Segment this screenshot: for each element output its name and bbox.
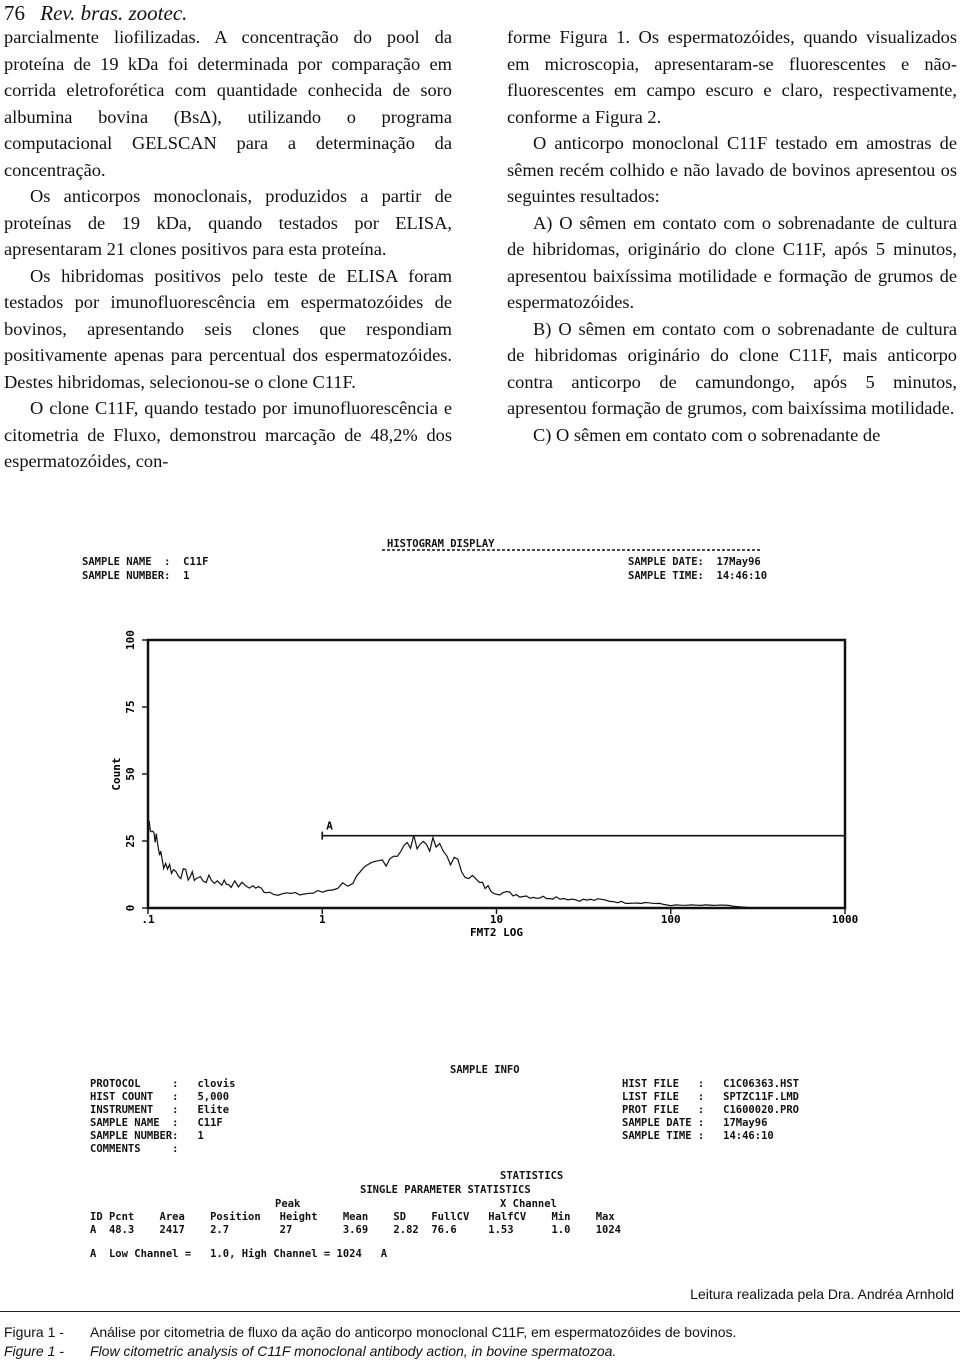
caption-key: Figura 1 -: [4, 1324, 64, 1340]
x-tick-label: 1000: [831, 913, 859, 926]
info-line: HIST FILE : C1C06363.HST: [622, 1078, 800, 1090]
info-line: SAMPLE TIME : 14:46:10: [622, 1130, 774, 1142]
info-line: SAMPLE NUMBER: 1: [90, 1130, 204, 1142]
region-label: A: [326, 819, 333, 833]
info-line: HIST COUNT : 5,000: [90, 1091, 230, 1103]
paragraph: Os anticorpos monoclonais, produzidos a partir de proteínas de 19 kDa, quando testados por ELISA, apresentaram 21 clones positivos para esta proteína.: [4, 186, 452, 259]
paragraph: O anticorpo monoclonal C11F testado em amostras de sêmen recém colhido e não lavado de bovinos apresentou os seguintes resultados:: [507, 133, 957, 206]
page-number: 76: [4, 1, 25, 25]
paragraph: O clone C11F, quando testado por imunofluorescência e citometria de Fluxo, demonstrou marcação de 48,2% dos espermatozóides, con-: [4, 398, 452, 471]
x-tick-label: 10: [489, 913, 504, 926]
right-text-column: [507, 24, 957, 448]
peak-header: Peak: [275, 1198, 301, 1210]
credit-line: Leitura realizada pela Dra. Andréa Arnhold: [690, 1286, 954, 1302]
plot-frame: [148, 640, 845, 908]
paragraph: Os hibridomas positivos pelo teste de ELISA foram testados por imunofluorescência em espermatozóides de bovinos, apresentando seis clones que respondiam positivamente apenas para percentual dos espermatozóides. Destes hibridomas, selecionou-se o clone C11F.: [4, 265, 452, 392]
running-header: [4, 0, 187, 26]
y-tick-label: 0: [124, 904, 137, 912]
y-axis-label: Count: [110, 757, 123, 791]
y-tick-label: 100: [124, 630, 137, 650]
statistics-printout: [60, 1058, 860, 1288]
paragraph: forme Figura 1. Os espermatozóides, quando visualizados em microscopia, apresentaram-se fluorescentes e não-fluorescentes em campo escuro e claro, respectivamente, conforme a Figura 2.: [507, 27, 957, 127]
sample-info-title: SAMPLE INFO: [450, 1064, 520, 1076]
figure-caption-pt: [4, 1324, 736, 1340]
stats-column-values: A 48.3 2417 2.7 27 3.69 2.82 76.6 1.53 1.0 1024: [90, 1224, 622, 1236]
histogram-figure: [62, 508, 902, 958]
info-line: SAMPLE NAME : C11F: [90, 1117, 223, 1129]
info-line: INSTRUMENT : Elite: [90, 1104, 230, 1116]
single-parameter-title: SINGLE PARAMETER STATISTICS: [360, 1184, 531, 1196]
info-line: COMMENTS :: [90, 1143, 179, 1155]
divider: [0, 1311, 960, 1312]
x-channel-header: X Channel: [500, 1198, 557, 1210]
channel-line: A Low Channel = 1.0, High Channel = 1024 A: [90, 1248, 388, 1260]
sample-number: SAMPLE NUMBER: 1: [82, 570, 190, 582]
info-line: PROTOCOL : clovis: [90, 1078, 236, 1090]
x-axis-label: FMT2 LOG: [470, 926, 523, 939]
x-tick-label: .1: [141, 913, 155, 926]
stats-column-headers: ID Pcnt Area Position Height Mean SD FullCV HalfCV Min Max: [90, 1211, 615, 1223]
sample-date: SAMPLE DATE: 17May96: [628, 556, 761, 568]
info-line: SAMPLE DATE : 17May96: [622, 1117, 768, 1129]
info-line: PROT FILE : C1600020.PRO: [622, 1104, 800, 1116]
x-tick-label: 100: [660, 913, 681, 926]
journal-name: Rev. bras. zootec.: [40, 1, 188, 25]
y-tick-label: 75: [124, 700, 137, 714]
paragraph: parcialmente liofilizadas. A concentração do pool da proteína de 19 kDa foi determinada por comparação em corrida eletroforética com quantidade conhecida de soro albumina bovina (BsΔ), utilizando o programa computacional GELSCAN para a determinação da concentração.: [4, 27, 452, 180]
caption-key: Figure 1 -: [4, 1343, 64, 1359]
y-tick-label: 50: [124, 767, 137, 781]
y-tick-label: 25: [124, 834, 137, 848]
figure-caption-en: [4, 1343, 616, 1359]
histogram-display-title: HISTOGRAM DISPLAY: [387, 538, 495, 550]
histogram-curve: [148, 820, 845, 908]
histogram-chart: [62, 508, 902, 958]
statistics-title: STATISTICS: [500, 1170, 564, 1182]
paragraph: C) O sêmen em contato com o sobrenadante de: [533, 424, 881, 445]
region-gate: [322, 832, 845, 840]
sample-name: SAMPLE NAME : C11F: [82, 556, 209, 568]
caption-text: Flow citometric analysis of C11F monoclonal antibody action, in bovine spermatozoa.: [90, 1343, 617, 1359]
sample-time: SAMPLE TIME: 14:46:10: [628, 570, 768, 582]
paragraph: B) O sêmen em contato com o sobrenadante de cultura de hibridomas originário do clone C11F, mais anticorpo contra anticorpo de camundongo, após 5 minutos, apresentou formação de grumos, com baixíssima motilidade.: [507, 318, 957, 418]
left-text-column: [4, 24, 452, 475]
caption-text: Análise por citometria de fluxo da ação do anticorpo monoclonal C11F, em espermatozóides de bovinos.: [90, 1324, 737, 1340]
x-tick-label: 1: [318, 913, 326, 926]
info-line: LIST FILE : SPTZC11F.LMD: [622, 1091, 800, 1103]
paragraph: A) O sêmen em contato com o sobrenadante de cultura de hibridomas, originário do clone C11F, após 5 minutos, apresentou baixíssima motilidade e formação de grumos de espermatozóides.: [507, 212, 957, 312]
